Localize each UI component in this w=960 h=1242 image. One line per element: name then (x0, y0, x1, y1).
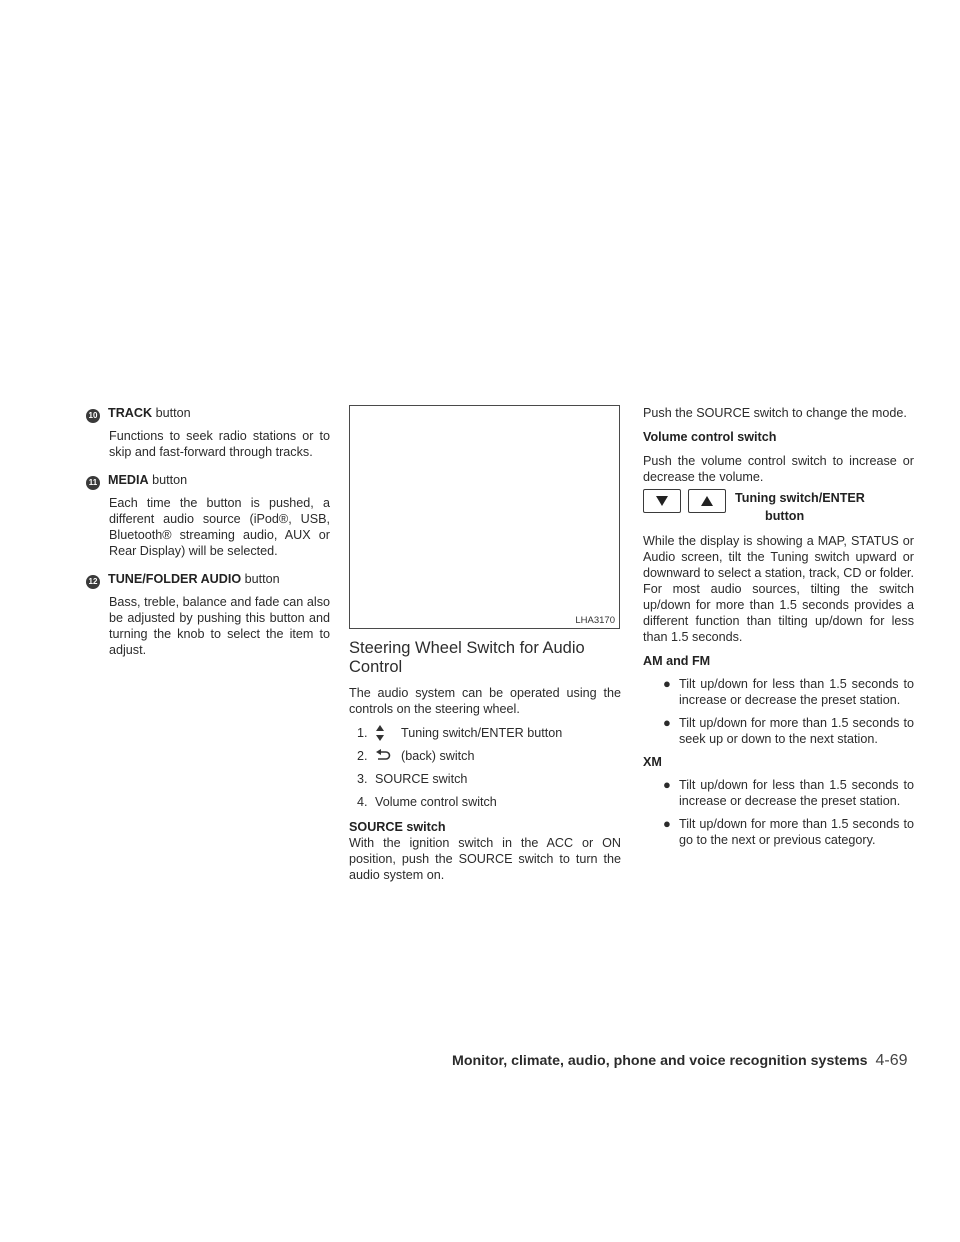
subsection-heading: SOURCE switch (349, 820, 446, 834)
tuning-switch-heading: Tuning switch/ENTER button (643, 489, 914, 525)
list-item: 4. Volume control switch (357, 794, 497, 809)
column-right (643, 405, 914, 855)
list-item: 3. SOURCE switch (357, 771, 468, 786)
item-title: MEDIA (108, 473, 149, 487)
subsection-heading: AM and FM (643, 654, 711, 668)
down-arrow-icon (643, 489, 681, 513)
list-item: ● Tilt up/down for more than 1.5 seconds to seek up or down to the next station. (663, 715, 914, 746)
list-item: ● Tilt up/down for more than 1.5 seconds to go to the next or previous category. (663, 816, 914, 847)
page-footer (452, 1052, 922, 1070)
callout-number-badge: 10 (86, 409, 100, 423)
footer-section-title: Monitor, climate, audio, phone and voice recognition systems (452, 1053, 868, 1069)
bullet-icon: ● (663, 676, 671, 691)
item-suffix: button (244, 572, 280, 586)
column-left (86, 405, 330, 670)
control-list (349, 721, 621, 813)
item-track (86, 405, 330, 460)
bullet-icon: ● (663, 816, 671, 831)
bullet-icon: ● (663, 715, 671, 730)
item-title: TUNE/FOLDER AUDIO (108, 572, 242, 586)
subsection-heading: Volume control switch (643, 430, 777, 444)
source-continued-text: Push the SOURCE switch to change the mode. (643, 406, 907, 420)
figure-label: LHA3170 (575, 615, 615, 626)
list-item: 2. (back) switch (357, 748, 475, 763)
callout-number-badge: 11 (86, 476, 100, 490)
list-item: ● Tilt up/down for less than 1.5 seconds to increase or decrease the preset station. (663, 777, 914, 808)
section-intro: The audio system can be operated using the controls on the steering wheel. (349, 686, 621, 716)
steering-wheel-figure (349, 405, 620, 629)
source-text: With the ignition switch in the ACC or ON position, push the SOURCE switch to turn the audio system on. (349, 836, 621, 882)
back-arrow-icon (373, 749, 401, 763)
item-suffix: button (152, 473, 188, 487)
page-number: 4-69 (875, 1052, 908, 1069)
up-down-arrows-icon (373, 724, 401, 742)
item-description: Functions to seek radio stations or to skip and fast-forward through tracks. (109, 429, 330, 459)
item-title: TRACK (108, 406, 153, 420)
bullet-icon: ● (663, 777, 671, 792)
item-suffix: button (155, 406, 191, 420)
volume-text: Push the volume control switch to increase or decrease the volume. (643, 454, 914, 484)
tuning-text: While the display is showing a MAP, STATUS or Audio screen, tilt the Tuning switch upward or downward to select a station, track, CD or folder. For most audio sources, tilting the switch up/down for more than 1.5 seconds provides a different function than tilting up/down for less than 1.5 seconds. (643, 534, 914, 644)
item-media (86, 472, 330, 559)
item-description: Bass, treble, balance and fade can also be adjusted by pushing this button and turning the knob to select the item to adjust. (109, 595, 330, 657)
item-description: Each time the button is pushed, a different audio source (iPod®, USB, Bluetooth® streaming audio, AUX or Rear Display) will be selected. (109, 496, 330, 558)
column-middle (349, 405, 621, 883)
list-item: ● Tilt up/down for less than 1.5 seconds to increase or decrease the preset station. (663, 676, 914, 707)
up-arrow-icon (688, 489, 726, 513)
list-item: 1. Tuning switch/ENTER button (357, 725, 563, 740)
section-heading: Steering Wheel Switch for Audio Control (349, 639, 585, 676)
callout-number-badge: 12 (86, 575, 100, 589)
subsection-heading: XM (643, 755, 662, 769)
item-tune-folder-audio (86, 571, 330, 658)
